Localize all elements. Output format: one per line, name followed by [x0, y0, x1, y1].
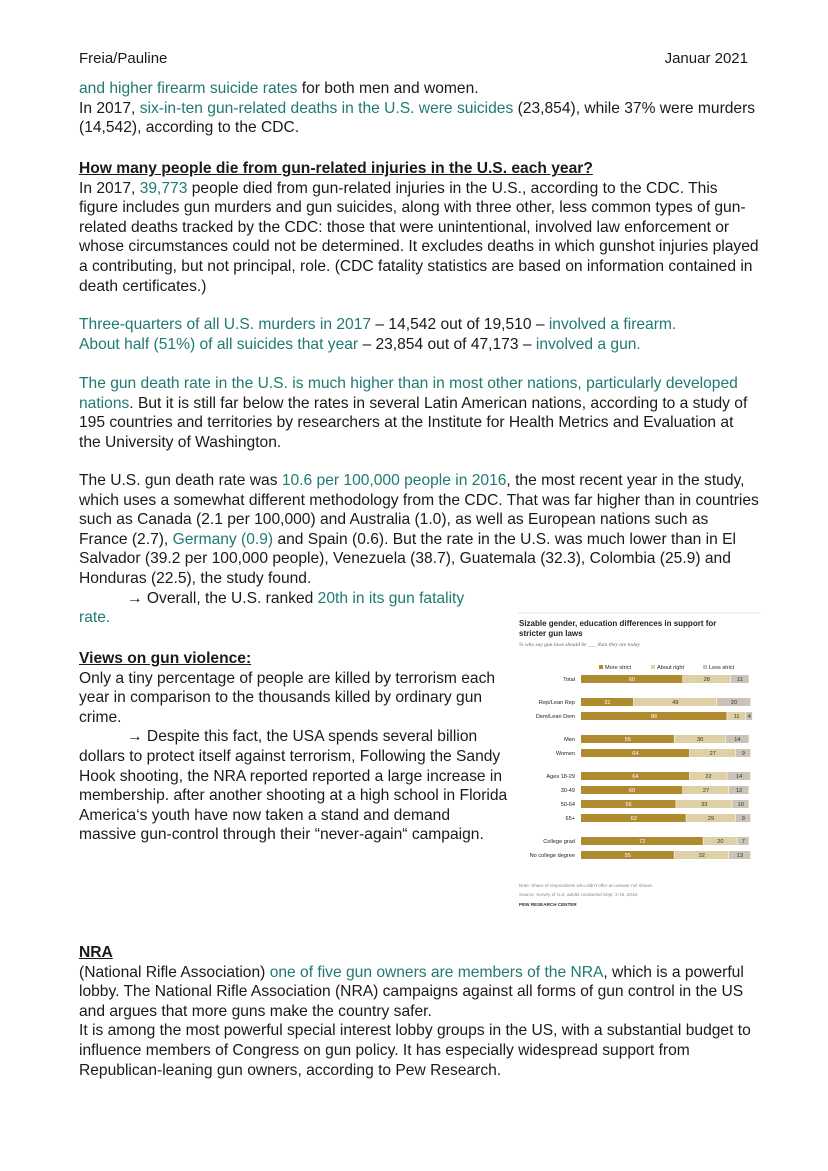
- bar-value-label: 9: [741, 751, 745, 757]
- bar-value-label: 32: [698, 853, 705, 859]
- text: . But it is still far below the rates in several Latin American nations, according to a study of 195 countries and territories by researchers at the Institute for Health Metrics and Evaluation at the University of Washington.: [79, 394, 748, 451]
- text: (23,854), while 37% were murders (14,542), according to the CDC.: [79, 99, 756, 137]
- section-heading: NRA: [79, 944, 113, 961]
- category-label: Men: [564, 737, 575, 743]
- category-label: Total: [563, 677, 575, 683]
- bar-value-label: 20: [730, 700, 738, 706]
- bar-value-label: 72: [639, 839, 646, 845]
- bar-value-label: 11: [733, 714, 740, 720]
- link-six-in-ten: six-in-ten gun-related deaths in the U.S. were suicides: [139, 99, 514, 117]
- bar-value-label: 30: [696, 737, 704, 743]
- category-label: 50-64: [560, 802, 575, 808]
- bar-value-label: 55: [624, 737, 631, 743]
- legend-swatch: [703, 665, 707, 669]
- chart-title-line2: stricter gun laws: [519, 629, 583, 638]
- section-deaths-per-year: [79, 159, 759, 296]
- bar-value-label: 31: [604, 700, 611, 706]
- link-rate: rate.: [79, 609, 111, 627]
- legend-label: More strict: [605, 665, 632, 671]
- chart-title-line1: Sizable gender, education differences in support for: [519, 619, 717, 628]
- category-label: Rep/Lean Rep: [538, 700, 575, 706]
- bar-value-label: 7: [741, 839, 745, 845]
- text: It is among the most powerful special interest lobby groups in the US, with a substantial budget to influence members of Congress on gun policy. It has especially widespread support from Republican-leaning gun owners, according to Pew Research.: [79, 1022, 751, 1079]
- link-three-quarters: Three-quarters of all U.S. murders in 2017: [79, 316, 372, 333]
- bar-value-label: 62: [630, 816, 637, 822]
- link-germany: Germany (0.9): [172, 530, 274, 548]
- text: – 23,854 out of 47,173 –: [358, 335, 536, 353]
- bar-value-label: 27: [702, 788, 710, 794]
- bar-value-label: 4: [747, 714, 751, 720]
- bar-value-label: 9: [741, 816, 745, 822]
- section-views-gun-violence: [79, 649, 509, 845]
- text: , the most recent year in the study, which uses a somewhat different methodology from the CDC. That was far higher than in countries such as Canada (2.1 per 100,000) and Australia (1.0), as well as European nations such as France (2.7),: [79, 472, 759, 548]
- chart-note: Note: Share of respondents who didn't offer an answer not shown.: [519, 883, 654, 888]
- bar-value-label: 64: [632, 774, 639, 780]
- bar-value-label: 60: [628, 677, 636, 683]
- ranking-line: [79, 589, 759, 609]
- link-involved-firearm: involved a firearm.: [548, 316, 677, 333]
- section-heading: How many people die from gun-related injuries in the U.S. each year?: [79, 160, 593, 177]
- chart-subtitle: % who say gun laws should be ___ than they are today: [519, 642, 640, 648]
- text: → Overall, the U.S. ranked: [127, 589, 318, 607]
- chart-credit: PEW RESEARCH CENTER: [519, 902, 577, 907]
- bar-value-label: 33: [701, 802, 708, 808]
- category-label: 65+: [565, 816, 575, 822]
- bar-value-label: 28: [703, 677, 710, 683]
- link-nra-members: one of five gun owners are members of the NRA: [269, 963, 604, 981]
- bar-value-label: 14: [734, 737, 741, 743]
- text: , which is a powerful lobby. The National Rifle Association (NRA) campaigns against all forms of gun control in the US and argues that more guns make the country safer.: [79, 963, 744, 1020]
- paragraph-suicide-rates: [79, 79, 759, 138]
- category-label: Dem/Lean Dem: [535, 714, 575, 720]
- category-label: No college degree: [529, 853, 575, 859]
- link-20th: 20th in its gun fatality: [317, 589, 465, 607]
- text: and Spain (0.6). But the rate in the U.S. was much lower than in El Salvador (39.2 per 100,000 people), Venezuela (38.7), Guatemala (32.3), Colombia (25.9) and Honduras (22.5), the study found.: [79, 530, 736, 587]
- bar-value-label: 55: [624, 853, 631, 859]
- paragraph-gun-death-rate: [79, 374, 759, 452]
- legend-label: About right: [657, 665, 685, 671]
- text: (National Rifle Association): [79, 963, 270, 981]
- legend-swatch: [651, 665, 655, 669]
- link-39773: 39,773: [139, 179, 188, 197]
- category-label: Ages 18-29: [546, 774, 575, 780]
- chart-source: Source: Survey of U.S. adults conducted Sept. 3-15, 2019.: [519, 892, 639, 897]
- header-author: Freia/Pauline: [79, 50, 168, 67]
- support-gun-laws-chart: [513, 612, 763, 912]
- text: → Despite this fact, the USA spends several billion dollars to protect itself against terrorism, Following the Sandy Hook shooting, the NRA reported reported a large increase in membership. after another shooting at a high school in Florida America‘s youth have now taken a stand and demand massive gun-control through their “never-again“ campaign.: [79, 728, 508, 844]
- category-label: 30-49: [560, 788, 575, 794]
- link-10-6: 10.6 per 100,000 people in 2016: [281, 472, 507, 489]
- chart-bars: [530, 675, 753, 859]
- text: – 14,542 out of 19,510 –: [371, 316, 549, 333]
- bar-value-label: 49: [672, 700, 679, 706]
- text: The U.S. gun death rate was: [79, 472, 282, 489]
- legend-label: Less strict: [709, 665, 735, 671]
- bar-value-label: 13: [736, 853, 744, 859]
- section-nra: [79, 943, 759, 1080]
- paragraph-murders-suicides: [79, 315, 759, 354]
- text: Only a tiny percentage of people are killed by terrorism each year in comparison to the thousands killed by ordinary gun crime.: [79, 669, 496, 726]
- bar-value-label: 12: [735, 788, 743, 794]
- category-label: College grad: [543, 839, 575, 845]
- text: for both men and women.: [297, 80, 479, 97]
- link-gun-death-rate: The gun death rate in the U.S. is much higher than in most other nations, particularly developed nations: [79, 375, 738, 412]
- text: In 2017,: [79, 179, 140, 197]
- category-label: Women: [555, 751, 575, 757]
- bar-value-label: 29: [707, 816, 715, 822]
- link-involved-gun: involved a gun.: [535, 335, 641, 353]
- legend-swatch: [599, 665, 603, 669]
- header-date: Januar 2021: [664, 50, 748, 67]
- bar-value-label: 22: [705, 774, 712, 780]
- bar-value-label: 64: [632, 751, 639, 757]
- chart-legend: [599, 665, 735, 671]
- link-about-half: About half (51%) of all suicides that year: [79, 335, 359, 353]
- bar-value-label: 14: [735, 774, 743, 780]
- chart-canvas: [513, 612, 763, 912]
- bar-value-label: 56: [625, 802, 632, 808]
- bar-value-label: 11: [737, 677, 743, 683]
- paragraph-us-rate: [79, 471, 759, 628]
- bar-value-label: 10: [737, 802, 744, 808]
- bar-value-label: 20: [717, 839, 724, 845]
- bar-value-label: 60: [628, 788, 636, 794]
- bar-value-label: 86: [650, 714, 658, 720]
- text: people died from gun-related injuries in the U.S., according to the CDC. This figure includes gun murders and gun suicides, along with three other, less common types of gun-related deaths tracked by the CDC: those that were unintentional, involved law enforcement or whose circumstances could not be determined. It excludes deaths in which gunshot injuries played a contributing, but not principal, role. (CDC fatality statistics are based on information contained in death certificates.): [79, 179, 759, 295]
- link-firearm-suicide: and higher firearm suicide rates: [79, 80, 298, 97]
- section-heading: Views on gun violence:: [79, 650, 252, 667]
- bar-value-label: 27: [709, 751, 716, 757]
- text: In 2017,: [79, 99, 140, 117]
